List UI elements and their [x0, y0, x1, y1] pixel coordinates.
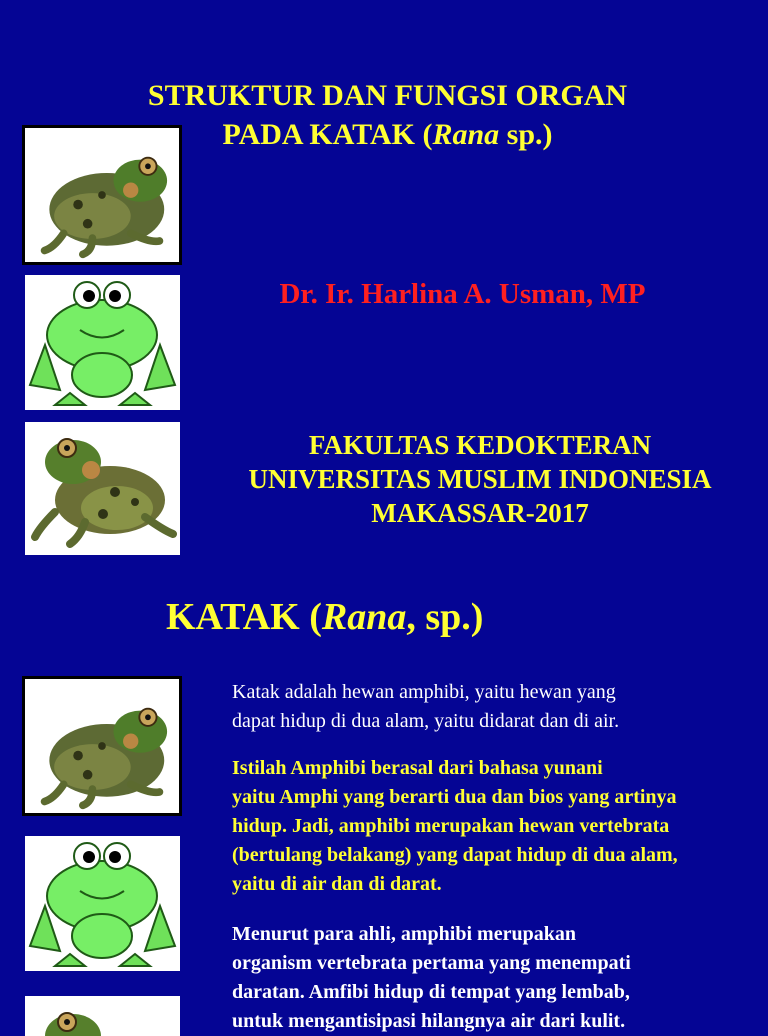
paragraph-line: organism vertebrata pertama yang menempati [232, 952, 631, 974]
paragraph-line: Istilah Amphibi berasal dari bahasa yunani [232, 757, 603, 779]
real-frog-photo-icon [25, 422, 180, 555]
paragraph-line: untuk mengantisipasi hilangnya air dari kulit. [232, 1010, 626, 1032]
paragraph-line: dapat hidup di dua alam, yaitu didarat dan di air. [232, 710, 620, 732]
frog-cartoon-2 [25, 836, 180, 971]
cartoon-frog-icon [25, 275, 180, 410]
faculty-line-2: UNIVERSITAS MUSLIM INDONESIA [248, 464, 712, 494]
frog-cartoon-1 [25, 275, 180, 410]
cartoon-frog-icon [25, 836, 180, 971]
faculty-block [200, 428, 760, 530]
frog-photo-4 [25, 996, 180, 1036]
slide-title-heading [100, 76, 675, 154]
katak-heading: KATAK (Rana, sp.) [166, 596, 484, 638]
paragraph-line: Katak adalah hewan amphibi, yaitu hewan yang [232, 681, 616, 703]
paragraph-definition [232, 678, 732, 736]
paragraph-line: Menurut para ahli, amphibi merupakan [232, 923, 576, 945]
title-line-2: PADA KATAK (Rana sp.) [222, 118, 553, 151]
frog-photo-2 [25, 422, 180, 555]
paragraph-line: daratan. Amfibi hidup di tempat yang lembab, [232, 981, 630, 1003]
paragraph-line: hidup. Jadi, amphibi merupakan hewan vertebrata [232, 815, 670, 837]
faculty-line-1: FAKULTAS KEDOKTERAN [308, 430, 652, 460]
real-frog-photo-icon [25, 679, 179, 813]
paragraph-etymology [232, 754, 762, 899]
paragraph-experts [232, 920, 762, 1036]
title-line-1: STRUKTUR DAN FUNGSI ORGAN [147, 79, 628, 112]
faculty-line-3: MAKASSAR-2017 [371, 498, 589, 528]
real-frog-photo-icon [25, 996, 180, 1036]
paragraph-line: (bertulang belakang) yang dapat hidup di dua alam, [232, 844, 678, 866]
author-name: Dr. Ir. Harlina A. Usman, MP [279, 278, 646, 310]
paragraph-line: yaitu di air dan di darat. [232, 873, 442, 895]
paragraph-line: yaitu Amphi yang berarti dua dan bios yang artinya [232, 786, 677, 808]
frog-photo-3 [22, 676, 182, 816]
